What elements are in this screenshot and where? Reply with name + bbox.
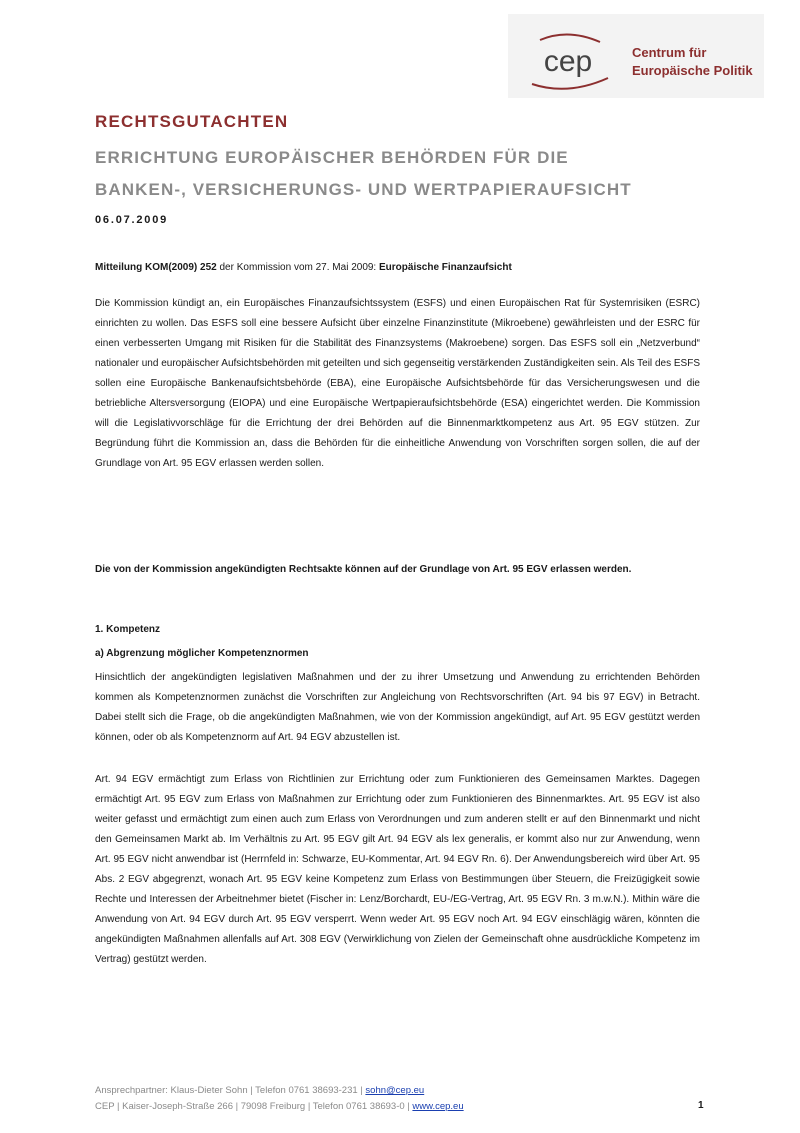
page-number: 1: [698, 1100, 704, 1111]
mitteilung-middle: der Kommission vom 27. Mai 2009:: [216, 262, 379, 273]
mitteilung-ref: Mitteilung KOM(2009) 252: [95, 262, 217, 273]
section-paragraph-1: Hinsichtlich der angekündigten legislativen Maßnahmen und der zu ihrer Umsetzung und Anwendung zu errichtenden Behörden kommen als Kompetenznormen zunächst die Vorschriften zur Angleichung von Rechtsvorschriften (Art. 94 bis 97 EGV) in Betracht. Dabei stellt sich die Frage, ob die angekündigten Maßnahmen, wie von der Kommission angekündigt, auf Art. 95 EGV gestützt werden können, oder ob als Kompetenznorm auf Art. 94 EGV abzustellen ist.: [95, 672, 700, 743]
section-subheading: a) Abgrenzung möglicher Kompetenznormen: [95, 648, 309, 659]
document-date: 06.07.2009: [95, 214, 169, 226]
intro-paragraph: Die Kommission kündigt an, ein Europäisches Finanzaufsichtssystem (ESFS) und einen Europäischen Rat für Systemrisiken (ESRC) einrichten zu wollen. Das ESFS soll eine bessere Aufsicht über einzelne Finanzinstitute (Mikroebene) gewährleisten und der ESRC für einen verbesserten Umgang mit Risiken für die Stabilität des Finanzsystems (Makroebene) sorgen. Das ESFS soll ein „Netzverbund“ nationaler und europäischer Aufsichtsbehörden mit geteilten und sich gegenseitig verstärkenden Zuständigkeiten sein. Als Teil des ESFS sollen eine Europäische Bankenaufsichtsbehörde (EBA), eine Europäische Aufsichtsbehörde für das Versicherungswesen und die betriebliche Altersversorgung (EIOPA) und eine Europäische Wertpapieraufsichtsbehörde (ESA) eingerichtet werden. Die Kommission will die Legislativvorschläge für die Errichtung der drei Behörden auf die Binnenmarktkompetenz aus Art. 95 EGV stützen. Zur Begründung führt die Kommission an, dass die Behörden für die einheitliche Anwendung von Vorschriften sorgen sollen, die auf der Grundlage von Art. 95 EGV erlassen werden sollen.: [95, 298, 700, 469]
section-heading: 1. Kompetenz: [95, 624, 161, 635]
footer-email-link[interactable]: sohn@cep.eu: [365, 1085, 425, 1096]
section-paragraph-2: Art. 94 EGV ermächtigt zum Erlass von Richtlinien zur Errichtung oder zum Funktionieren des Gemeinsamen Marktes. Dagegen ermächtigt Art. 95 EGV zum Erlass von Maßnahmen zur Errichtung oder zum Funktionieren des Binnenmarktes. Art. 95 EGV ist also weiter gefasst und ermächtigt zum einen auch zum Erlass von Verordnungen und zum anderen stellt er auf den Binnenmarkt und nicht den Gemeinsamen Markt ab. Im Verhältnis zu Art. 95 EGV gilt Art. 94 EGV als lex generalis, er kommt also nur zur Anwendung, wenn Art. 95 EGV nicht anwendbar ist (Herrnfeld in: Schwarze, EU-Kommentar, Art. 94 EGV Rn. 6). Der Anwendungsbereich wird über Art. 95 Abs. 2 EGV abgegrenzt, wonach Art. 95 EGV keine Kompetenz zum Erlass von Bestimmungen über Steuern, die Freizügigkeit sowie Rechte und Interessen der Arbeitnehmer bietet (Fischer in: Lenz/Borchardt, EU-/EG-Vertrag, Art. 95 EGV Rn. 3 m.w.N.). Mithin wäre die Anwendung von Art. 94 EGV durch Art. 95 EGV versperrt. Wenn weder Art. 95 EGV noch Art. 94 EGV einschlägig wären, könnten die angekündigten Maßnahmen allenfalls auf Art. 308 EGV (Verwirklichung von Zielen der Gemeinschaft ohne ausdrückliche Kompetenz im Vertrag) gestützt werden.: [95, 774, 700, 965]
footer-address-text: CEP | Kaiser-Joseph-Straße 266 | 79098 Freiburg | Telefon 0761 38693-0 |: [95, 1101, 413, 1112]
footer-web-link[interactable]: www.cep.eu: [412, 1101, 464, 1112]
footer-contact-line: [95, 1083, 715, 1099]
mitteilung-line: [95, 258, 700, 278]
footer-address-line: [95, 1099, 715, 1115]
document-kicker: RECHTSGUTACHTEN: [95, 112, 289, 131]
footer: [95, 1083, 715, 1115]
logo-mark-text: cep: [543, 45, 593, 78]
logo-name-line1: Centrum für: [632, 45, 707, 60]
document-title-line1: ERRICHTUNG EUROPÄISCHER BEHÖRDEN FÜR DIE: [95, 148, 569, 167]
logo-box: [508, 14, 764, 98]
cep-logo-mark: [518, 24, 618, 94]
document-title-line2: BANKEN-, VERSICHERUNGS- UND WERTPAPIERAUFSICHT: [95, 180, 632, 199]
footer-contact-text: Ansprechpartner: Klaus-Dieter Sohn | Telefon 0761 38693-231 |: [95, 1085, 366, 1096]
summary-statement: Die von der Kommission angekündigten Rechtsakte können auf der Grundlage von Art. 95 EGV erlassen werden.: [95, 564, 632, 575]
logo-name: [632, 44, 762, 80]
logo-name-line2: Europäische Politik: [632, 63, 753, 78]
mitteilung-topic: Europäische Finanzaufsicht: [379, 262, 512, 273]
